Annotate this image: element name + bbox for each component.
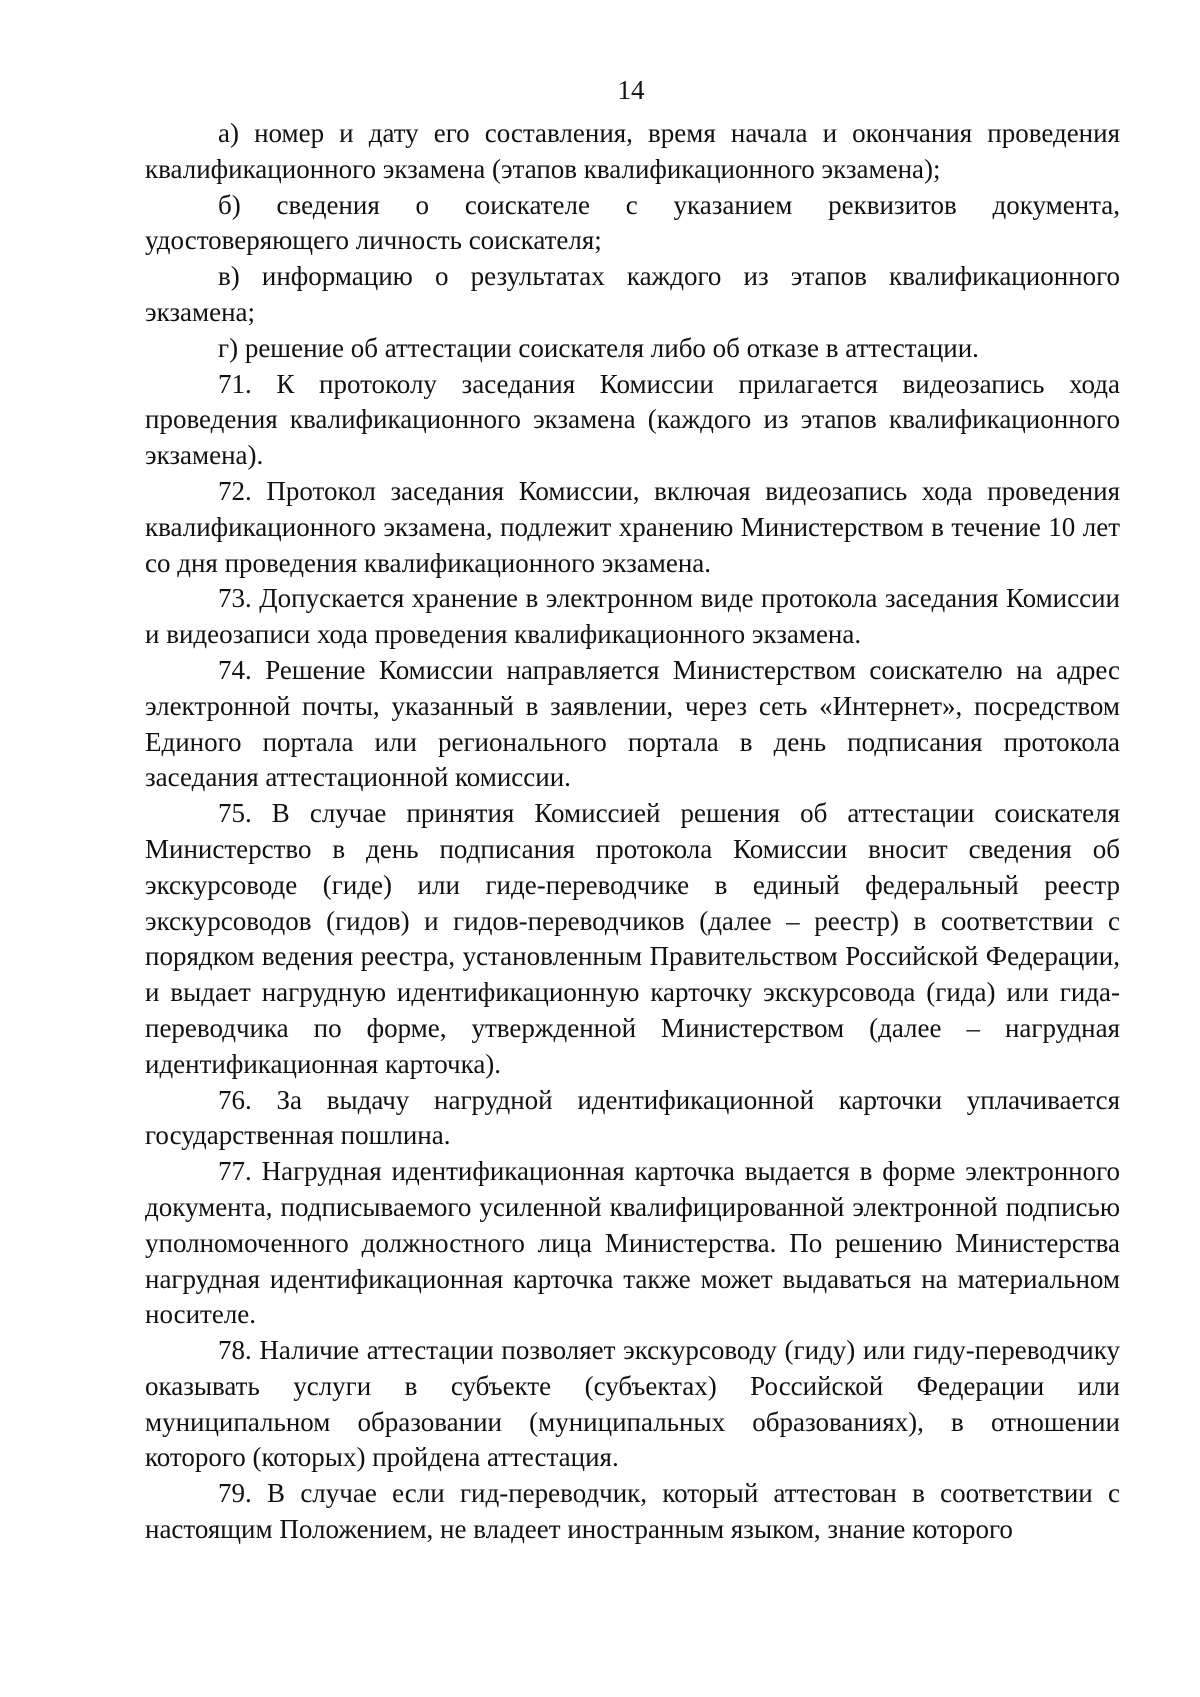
paragraph-78: 78. Наличие аттестации позволяет экскурсоводу (гиду) или гиду-переводчику оказывать услуги в субъекте (субъектах) Российской Федерации или муниципальном образовании (муниципальных образованиях), в отношении которого (которых) пройдена аттестация. (145, 1335, 1120, 1473)
paragraph-item-g: г) решение об аттестации соискателя либо об отказе в аттестации. (218, 332, 979, 363)
paragraph-item-b: б) сведения о соискателе с указанием реквизитов документа, удостоверяющего личность соискателя; (145, 189, 1120, 256)
paragraph-77: 77. Нагрудная идентификационная карточка выдается в форме электронного документа, подписываемого усиленной квалифицированной электронной подписью уполномоченного должностного лица Министерства. По решению Министерства нагрудная идентификационная карточка также может выдаваться на материальном носителе. (145, 1156, 1120, 1330)
paragraph-71: 71. К протоколу заседания Комиссии прилагается видеозапись хода проведения квалификационного экзамена (каждого из этапов квалификационного экзамена). (145, 368, 1120, 471)
paragraph-item-a: а) номер и дату его составления, время начала и окончания проведения квалификационного экзамена (этапов квалификационного экзамена); (145, 118, 1120, 184)
paragraph-79: 79. В случае если гид-переводчик, который аттестован в соответствии с настоящим Положением, не владеет иностранным языком, знание которого (145, 1478, 1120, 1545)
document-body (145, 116, 1120, 1548)
page-number: 14 (617, 75, 645, 105)
paragraph-74: 74. Решение Комиссии направляется Министерством соискателю на адрес электронной почты, указанный в заявлении, через сеть «Интернет», посредством Единого портала или регионального портала в день подписания протокола заседания аттестационной комиссии. (145, 654, 1120, 793)
paragraph-72: 72. Протокол заседания Комиссии, включая видеозапись хода проведения квалификационного экзамена, подлежит хранению Министерством в течение 10 лет со дня проведения квалификационного экзамена. (145, 475, 1120, 578)
paragraph-76: 76. За выдачу нагрудной идентификационной карточки уплачивается государственная пошлина. (145, 1084, 1120, 1151)
paragraph-73: 73. Допускается хранение в электронном виде протокола заседания Комиссии и видеозаписи хода проведения квалификационного экзамена. (145, 583, 1120, 650)
paragraph-75: 75. В случае принятия Комиссией решения об аттестации соискателя Министерство в день подписания протокола Комиссии вносит сведения об экскурсоводе (гиде) или гиде-переводчике в единый федеральный реестр экскурсоводов (гидов) и гидов-переводчиков (далее – реестр) в соответствии с порядком ведения реестра, установленным Правительством Российской Федерации, и выдает нагрудную идентификационную карточку экскурсовода (гида) или гида-переводчика по форме, утвержденной Министерством (далее – нагрудная идентификационная карточка). (145, 798, 1120, 1079)
paragraph-item-v: в) информацию о результатах каждого из этапов квалификационного экзамена; (145, 261, 1120, 327)
